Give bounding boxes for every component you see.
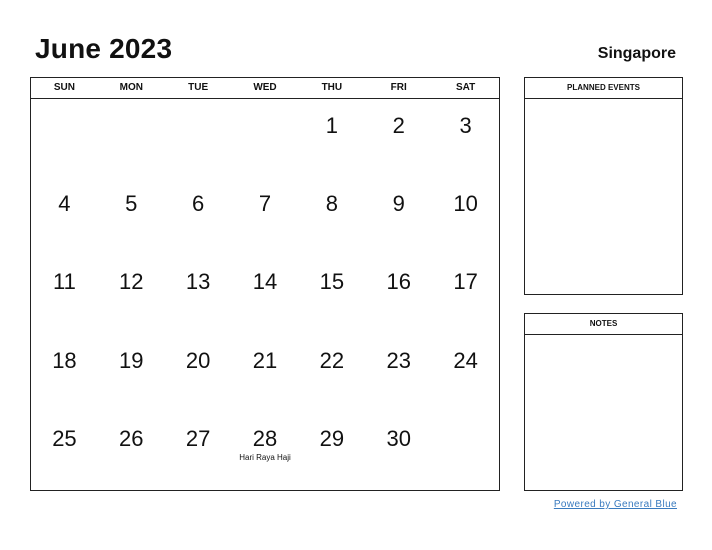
day-number: 16	[386, 269, 411, 295]
calendar-weeks	[31, 99, 499, 490]
day-cell	[432, 334, 499, 412]
day-number: 15	[319, 269, 345, 295]
week-row	[31, 334, 499, 412]
notes-title: NOTES	[525, 314, 682, 335]
day-cell	[298, 334, 365, 412]
day-cell	[365, 412, 432, 490]
day-number: 8	[325, 191, 338, 217]
day-number: 30	[386, 425, 411, 451]
day-cell	[365, 334, 432, 412]
day-number: 20	[185, 347, 211, 373]
day-number: 24	[453, 347, 478, 373]
region-label: Singapore	[597, 45, 676, 62]
planned-events-box	[524, 77, 683, 295]
page-title: June 2023	[35, 33, 173, 64]
day-cell	[165, 99, 232, 177]
dow-tue: TUE	[188, 82, 209, 93]
day-number: 21	[252, 347, 278, 373]
calendar-grid	[30, 77, 500, 491]
day-cell	[232, 334, 299, 412]
day-number: 22	[319, 347, 345, 373]
day-number: 2	[392, 113, 405, 138]
week-row	[31, 99, 499, 177]
day-cell	[98, 99, 165, 177]
week-row	[31, 177, 499, 255]
day-cell	[298, 99, 365, 177]
day-cell	[165, 412, 232, 490]
day-number: 19	[119, 347, 144, 373]
day-number: 17	[453, 269, 478, 295]
day-number: 23	[386, 347, 411, 373]
day-number: 18	[52, 347, 77, 373]
day-cell	[98, 177, 165, 255]
dow-thu: THU	[321, 82, 343, 93]
day-cell	[98, 334, 165, 412]
day-number: 1	[325, 113, 338, 138]
day-number: 5	[125, 191, 138, 217]
day-number: 7	[258, 191, 272, 217]
day-cell	[232, 255, 299, 333]
day-cell	[31, 177, 98, 255]
day-cell	[232, 412, 299, 490]
dow-wed: WED	[253, 82, 277, 93]
day-number: 29	[319, 425, 345, 451]
day-cell	[165, 255, 232, 333]
day-cell	[298, 412, 365, 490]
dow-sat: SAT	[455, 82, 476, 93]
day-number: 25	[52, 425, 77, 451]
day-cell	[298, 255, 365, 333]
day-cell	[165, 334, 232, 412]
day-cell	[432, 412, 499, 490]
day-number: 9	[392, 191, 405, 217]
day-cell	[298, 177, 365, 255]
day-number: 28	[252, 425, 278, 451]
day-number: 10	[453, 191, 478, 217]
holiday-label: Hari Raya Haji	[239, 452, 291, 462]
day-cell	[31, 255, 98, 333]
day-cell	[432, 177, 499, 255]
dow-mon: MON	[119, 82, 143, 93]
day-number: 3	[459, 113, 472, 138]
day-cell	[365, 177, 432, 255]
day-of-week-header	[31, 78, 499, 99]
day-cell	[98, 255, 165, 333]
day-cell	[165, 177, 232, 255]
day-number: 11	[53, 269, 76, 295]
day-cell	[98, 412, 165, 490]
day-cell	[365, 255, 432, 333]
notes-box	[524, 313, 683, 491]
week-row	[31, 255, 499, 333]
day-cell	[365, 99, 432, 177]
day-cell	[232, 99, 299, 177]
planned-events-title: PLANNED EVENTS	[525, 78, 682, 99]
day-number: 6	[192, 191, 205, 217]
dow-fri: FRI	[390, 82, 407, 93]
day-number: 27	[185, 425, 211, 451]
week-row	[31, 412, 499, 490]
day-cell	[432, 255, 499, 333]
day-number: 14	[252, 269, 278, 295]
dow-sun: SUN	[53, 82, 75, 93]
powered-by-link[interactable]: Powered by General Blue	[553, 499, 677, 510]
day-cell	[31, 334, 98, 412]
day-number: 12	[119, 269, 144, 295]
day-cell	[432, 99, 499, 177]
day-cell	[31, 99, 98, 177]
day-cell	[232, 177, 299, 255]
day-number: 4	[58, 191, 71, 217]
day-number: 13	[185, 269, 211, 295]
day-cell	[31, 412, 98, 490]
day-number: 26	[119, 425, 144, 451]
